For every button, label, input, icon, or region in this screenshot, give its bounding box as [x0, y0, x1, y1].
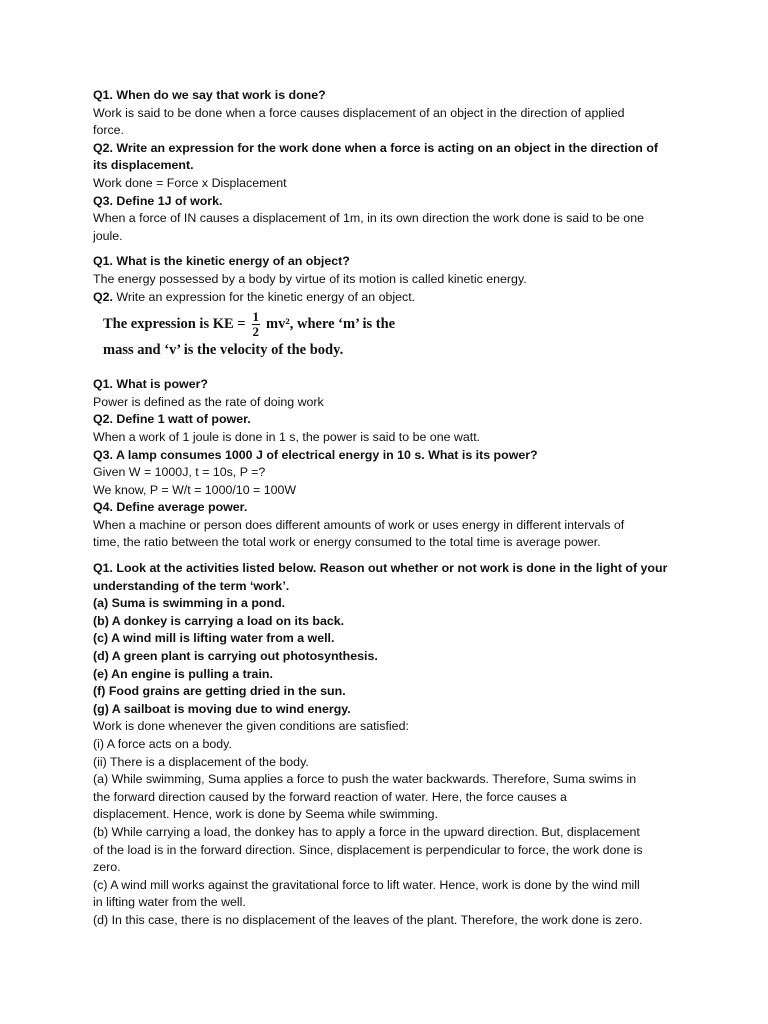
answer-line: We know, P = W/t = 1000/10 = 100W: [93, 482, 297, 497]
question-number: Q2.: [93, 289, 113, 304]
formula-line: mass and ‘v’ is the velocity of the body.: [103, 342, 344, 359]
kinetic-energy-formula: [103, 310, 683, 361]
question-line: its displacement.: [93, 158, 194, 173]
section-gap: [93, 368, 683, 376]
answer-line: zero.: [93, 860, 121, 875]
answer-line: Power is defined as the rate of doing work: [93, 394, 324, 409]
question-line: Q1. What is the kinetic energy of an object?: [93, 254, 350, 269]
answer-line: the forward direction caused by the forward reaction of water. Here, the force causes a: [93, 789, 567, 804]
answer-line: Work is said to be done when a force causes displacement of an object in the direction of applied: [93, 105, 625, 120]
answer-line: in lifting water from the well.: [93, 895, 246, 910]
answer-line: displacement. Hence, work is done by Seema while swimming.: [93, 807, 439, 822]
qa-section: [93, 87, 683, 245]
question-line: (d) A green plant is carrying out photosynthesis.: [93, 649, 378, 664]
answer-line: When a machine or person does different amounts of work or uses energy in different intervals of: [93, 517, 625, 532]
document-body: [93, 87, 683, 930]
question-line: Q3. A lamp consumes 1000 J of electrical energy in 10 s. What is its power?: [93, 447, 538, 462]
qa-section: [93, 253, 683, 361]
question-line: Q3. Define 1J of work.: [93, 193, 223, 208]
question-line: Q1. When do we say that work is done?: [93, 88, 326, 102]
formula-line: [103, 310, 683, 339]
question-line: (f) Food grains are getting dried in the sun.: [93, 684, 346, 699]
question-line: Q2. Write an expression for the work done when a force is acting on an object in the direction of: [93, 140, 659, 155]
question-line: Q4. Define average power.: [93, 500, 248, 515]
question-line: (a) Suma is swimming in a pond.: [93, 596, 286, 611]
question-line: (e) An engine is pulling a train.: [93, 666, 273, 681]
question-text: Write an expression for the kinetic energy of an object.: [112, 289, 416, 304]
question-line: understanding of the term ‘work’.: [93, 578, 290, 593]
answer-line: Work is done whenever the given conditions are satisfied:: [93, 719, 409, 734]
answer-line: (d) In this case, there is no displacement of the leaves of the plant. Therefore, the work done is zero.: [93, 912, 643, 927]
answer-line: Given W = 1000J, t = 10s, P =?: [93, 465, 266, 480]
section-gap: [93, 552, 683, 560]
section-gap: [93, 245, 683, 253]
answer-line: time, the ratio between the total work or energy consumed to the total time is average power.: [93, 535, 601, 550]
fraction-denominator: 2: [252, 324, 260, 340]
formula-text: mv², where ‘m’ is the: [266, 315, 396, 332]
fraction-one-half: [252, 310, 261, 339]
question-line: Q1. Look at the activities listed below. Reason out whether or not work is done in the light of your: [93, 561, 668, 576]
question-line: Q2. Define 1 watt of power.: [93, 412, 251, 427]
question-line: Q1. What is power?: [93, 377, 208, 392]
text-line: [93, 289, 683, 307]
question-line: (c) A wind mill is lifting water from a well.: [93, 631, 335, 646]
fraction-numerator: 1: [252, 309, 260, 325]
answer-line: Work done = Force x Displacement: [93, 175, 287, 190]
answer-line: (i) A force acts on a body.: [93, 737, 232, 751]
answer-line: The energy possessed by a body by virtue of its motion is called kinetic energy.: [93, 271, 527, 286]
answer-line: (c) A wind mill works against the gravitational force to lift water. Hence, work is done by the wind mill: [93, 877, 640, 892]
qa-section: [93, 376, 683, 552]
answer-line: (a) While swimming, Suma applies a force to push the water backwards. Therefore, Suma swims in: [93, 772, 637, 787]
answer-line: (b) While carrying a load, the donkey has to apply a force in the upward direction. But, displacement: [93, 824, 640, 839]
answer-line: (ii) There is a displacement of the body.: [93, 754, 309, 769]
answer-line: When a work of 1 joule is done in 1 s, the power is said to be one watt.: [93, 429, 481, 444]
question-line: (b) A donkey is carrying a load on its back.: [93, 613, 345, 628]
answer-line: joule.: [93, 228, 123, 243]
question-line: (g) A sailboat is moving due to wind energy.: [93, 701, 351, 716]
qa-section: [93, 560, 683, 929]
answer-line: of the load is in the forward direction. Since, displacement is perpendicular to force, the work done is: [93, 842, 643, 857]
answer-line: When a force of IN causes a displacement of 1m, in its own direction the work done is said to be one: [93, 211, 644, 226]
answer-line: force.: [93, 123, 124, 138]
formula-text: The expression is KE =: [103, 315, 246, 332]
